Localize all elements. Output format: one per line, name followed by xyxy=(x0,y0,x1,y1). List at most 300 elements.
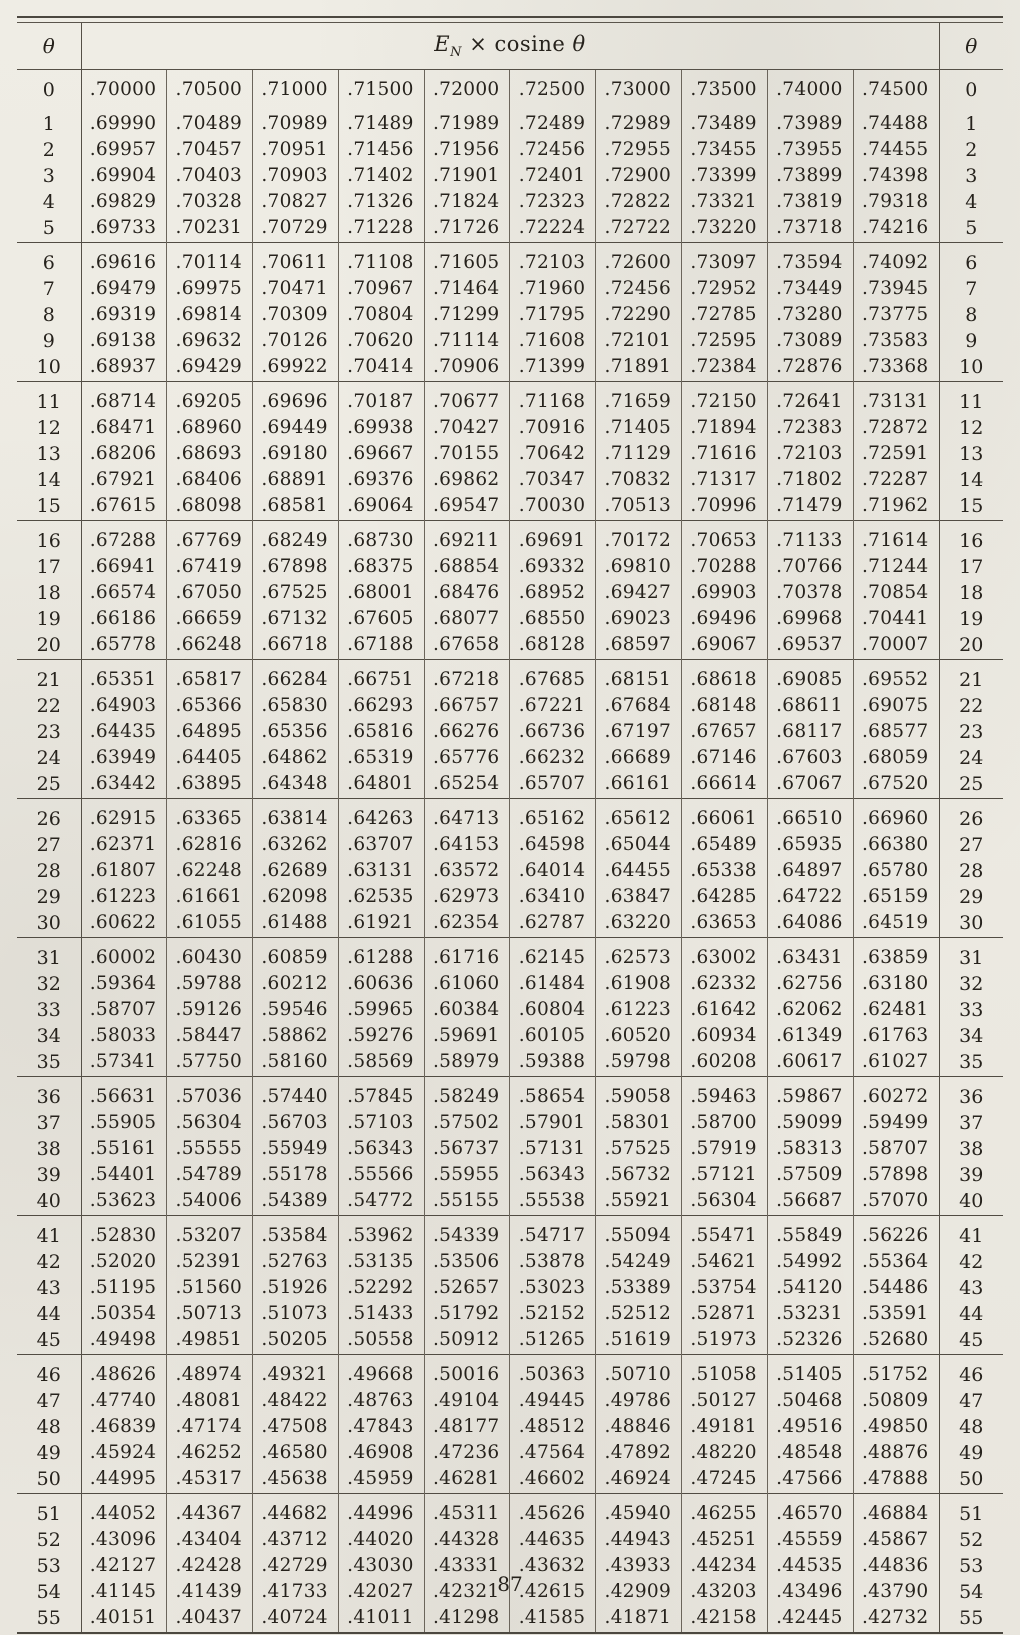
cell-value: .54717 xyxy=(510,1216,596,1250)
cell-value: .68406 xyxy=(167,467,253,493)
cell-value: .72989 xyxy=(596,104,682,137)
cell-value: .42321 xyxy=(424,1579,510,1605)
theta-value-right: 42 xyxy=(939,1249,1003,1275)
table-row xyxy=(17,971,1003,997)
cell-value: .65356 xyxy=(253,719,339,745)
cell-value: .51058 xyxy=(682,1355,768,1389)
cell-value: .73321 xyxy=(682,189,768,215)
row-block xyxy=(17,104,1003,243)
cell-value: .49786 xyxy=(596,1388,682,1414)
cell-value: .60520 xyxy=(596,1023,682,1049)
cell-value: .47566 xyxy=(767,1466,853,1494)
cell-value: .54992 xyxy=(767,1249,853,1275)
cell-value: .71489 xyxy=(338,104,424,137)
table-row xyxy=(17,858,1003,884)
cell-value: .68577 xyxy=(861,721,929,742)
cell-value: .71802 xyxy=(767,467,853,493)
cell-value: .74216 xyxy=(861,217,929,238)
cell-value: .60430 xyxy=(167,938,253,972)
cell-value: .62689 xyxy=(253,858,339,884)
cell-value: .52020 xyxy=(81,1249,167,1275)
cell-value: .73220 xyxy=(682,215,768,243)
cell-value: .69085 xyxy=(767,660,853,694)
cell-value: .73819 xyxy=(767,189,853,215)
table-row xyxy=(17,1440,1003,1466)
theta-value-left: 13 xyxy=(17,441,81,467)
cell-value: .70288 xyxy=(682,554,768,580)
row-block xyxy=(17,382,1003,521)
row-block xyxy=(17,1077,1003,1216)
table-row xyxy=(17,884,1003,910)
theta-value-left: 19 xyxy=(17,606,81,632)
cell-value: .70114 xyxy=(167,243,253,277)
cell-value: .68128 xyxy=(510,632,596,660)
header-row xyxy=(17,23,1003,70)
cell-value: .67288 xyxy=(81,521,167,555)
theta-value-right: 45 xyxy=(939,1327,1003,1355)
cell-value: .62332 xyxy=(682,971,768,997)
cell-value: .70903 xyxy=(253,163,339,189)
cell-value: .71608 xyxy=(510,328,596,354)
theta-value-right: 16 xyxy=(939,521,1003,555)
cell-value: .69180 xyxy=(253,441,339,467)
theta-value-left: 12 xyxy=(17,415,81,441)
cell-value: .43096 xyxy=(81,1527,167,1553)
cell-value: .56703 xyxy=(253,1110,339,1136)
cell-value: .56631 xyxy=(81,1077,167,1111)
row-block xyxy=(17,521,1003,660)
cell-value: .69429 xyxy=(167,354,253,382)
cell-value: .70414 xyxy=(338,354,424,382)
cell-value: .62062 xyxy=(767,997,853,1023)
table-row xyxy=(17,441,1003,467)
cell-value: .72876 xyxy=(767,354,853,382)
cell-value: .63262 xyxy=(253,832,339,858)
cell-value: .73399 xyxy=(682,163,768,189)
cell-value: .73500 xyxy=(682,70,768,105)
cell-value: .72287 xyxy=(861,469,929,490)
cell-value: .45940 xyxy=(596,1494,682,1528)
cell-value: .50558 xyxy=(338,1327,424,1355)
theta-value-right: 52 xyxy=(939,1527,1003,1553)
theta-value-right: 51 xyxy=(939,1494,1003,1528)
cell-value: .48081 xyxy=(167,1388,253,1414)
cell-value: .68077 xyxy=(424,606,510,632)
cell-value: .44635 xyxy=(510,1527,596,1553)
cell-value: .68249 xyxy=(253,521,339,555)
cell-value: .70030 xyxy=(510,493,596,521)
cell-value: .53623 xyxy=(81,1188,167,1216)
cell-value: .64405 xyxy=(167,745,253,771)
cell-value: .73955 xyxy=(767,137,853,163)
cell-value: .63814 xyxy=(253,799,339,833)
cell-value: .44234 xyxy=(682,1553,768,1579)
cell-value: .51073 xyxy=(253,1301,339,1327)
cell-value: .62816 xyxy=(167,832,253,858)
theta-value-right: 8 xyxy=(939,302,1003,328)
cell-value: .65351 xyxy=(81,660,167,694)
cell-value: .73097 xyxy=(682,243,768,277)
cell-value: .69616 xyxy=(81,243,167,277)
cell-value: .48846 xyxy=(596,1414,682,1440)
cell-value: .50710 xyxy=(596,1355,682,1389)
cell-value: .54621 xyxy=(682,1249,768,1275)
cell-value: .73131 xyxy=(861,391,929,412)
cell-value: .45638 xyxy=(253,1466,339,1494)
cell-value: .70906 xyxy=(424,354,510,382)
theta-value-left: 20 xyxy=(17,632,81,660)
cell-value: .58862 xyxy=(253,1023,339,1049)
theta-value-right: 50 xyxy=(939,1466,1003,1494)
cell-value: .64598 xyxy=(510,832,596,858)
title-times-sign: × xyxy=(469,31,488,56)
theta-value-left: 28 xyxy=(17,858,81,884)
cell-value: .45251 xyxy=(682,1527,768,1553)
theta-value-right: 40 xyxy=(939,1188,1003,1216)
table-row xyxy=(17,493,1003,521)
cell-value: .71960 xyxy=(510,276,596,302)
cell-value: .56737 xyxy=(424,1136,510,1162)
cell-value: .64348 xyxy=(253,771,339,799)
cell-value: .43933 xyxy=(596,1553,682,1579)
theta-value-right: 0 xyxy=(939,70,1003,105)
cell-value: .61288 xyxy=(338,938,424,972)
theta-value-right: 6 xyxy=(939,243,1003,277)
row-block xyxy=(17,1494,1003,1634)
table-row xyxy=(17,1049,1003,1077)
cell-value: .72456 xyxy=(510,137,596,163)
table-row xyxy=(17,70,1003,105)
cell-value: .71326 xyxy=(338,189,424,215)
cell-value: .45867 xyxy=(861,1529,929,1550)
cell-value: .42158 xyxy=(682,1605,768,1633)
cell-value: .60934 xyxy=(682,1023,768,1049)
cell-value: .72722 xyxy=(596,215,682,243)
theta-value-right: 1 xyxy=(939,104,1003,137)
cell-value: .47843 xyxy=(338,1414,424,1440)
cell-value: .71299 xyxy=(424,302,510,328)
theta-value-left: 51 xyxy=(17,1494,81,1528)
cell-value: .66232 xyxy=(510,745,596,771)
cell-value: .49851 xyxy=(167,1327,253,1355)
theta-value-right: 10 xyxy=(939,354,1003,382)
cell-value: .72103 xyxy=(510,243,596,277)
cell-value: .63431 xyxy=(767,938,853,972)
cell-value: .72456 xyxy=(596,276,682,302)
cell-value: .44996 xyxy=(338,1494,424,1528)
cell-value: .56304 xyxy=(682,1188,768,1216)
cell-value: .52763 xyxy=(253,1249,339,1275)
theta-value-left: 33 xyxy=(17,997,81,1023)
cell-value: .65817 xyxy=(167,660,253,694)
cell-value: .41145 xyxy=(81,1579,167,1605)
cell-value: .69938 xyxy=(338,415,424,441)
theta-value-left: 48 xyxy=(17,1414,81,1440)
cell-value: .69632 xyxy=(167,328,253,354)
theta-value-left: 23 xyxy=(17,719,81,745)
table-row xyxy=(17,243,1003,277)
cell-value: .61484 xyxy=(510,971,596,997)
cell-value: .71399 xyxy=(510,354,596,382)
cell-value: .41011 xyxy=(338,1605,424,1633)
cell-value: .70378 xyxy=(767,580,853,606)
cell-value: .68550 xyxy=(510,606,596,632)
cell-value: .72955 xyxy=(596,137,682,163)
cell-value: .43331 xyxy=(424,1553,510,1579)
cell-value: .61488 xyxy=(253,910,339,938)
cell-value: .72384 xyxy=(682,354,768,382)
cell-value: .48548 xyxy=(767,1440,853,1466)
cell-value: .62145 xyxy=(510,938,596,972)
cell-value: .68611 xyxy=(767,693,853,719)
cell-value: .57845 xyxy=(338,1077,424,1111)
cell-value: .66736 xyxy=(510,719,596,745)
cell-value: .70611 xyxy=(253,243,339,277)
cell-value: .66186 xyxy=(81,606,167,632)
cell-value: .54486 xyxy=(861,1277,929,1298)
cell-value: .53389 xyxy=(596,1275,682,1301)
cell-value: .66757 xyxy=(424,693,510,719)
cell-value: .48974 xyxy=(167,1355,253,1389)
cell-value: .49181 xyxy=(682,1414,768,1440)
cell-value: .70500 xyxy=(167,70,253,105)
theta-value-right: 7 xyxy=(939,276,1003,302)
cell-value: .52326 xyxy=(767,1327,853,1355)
table-row xyxy=(17,693,1003,719)
cell-value: .65830 xyxy=(253,693,339,719)
table-row xyxy=(17,415,1003,441)
cell-value: .55471 xyxy=(682,1216,768,1250)
cell-value: .67898 xyxy=(253,554,339,580)
cell-value: .70513 xyxy=(596,493,682,521)
cell-value: .69903 xyxy=(682,580,768,606)
cell-value: .73945 xyxy=(861,278,929,299)
cell-value: .74500 xyxy=(861,79,929,100)
cell-value: .67197 xyxy=(596,719,682,745)
cell-value: .42732 xyxy=(861,1607,929,1628)
cell-value: .72591 xyxy=(861,443,929,464)
cell-value: .64285 xyxy=(682,884,768,910)
cell-value: .65162 xyxy=(510,799,596,833)
table-row xyxy=(17,910,1003,938)
cell-value: .62787 xyxy=(510,910,596,938)
cell-value: .72600 xyxy=(596,243,682,277)
cell-value: .67684 xyxy=(596,693,682,719)
title-cosine-word: cosine xyxy=(494,31,566,56)
cell-value: .69862 xyxy=(424,467,510,493)
cell-value: .67067 xyxy=(767,771,853,799)
cell-value: .71894 xyxy=(682,415,768,441)
cell-value: .61661 xyxy=(167,884,253,910)
table-row xyxy=(17,104,1003,137)
cell-value: .42909 xyxy=(596,1579,682,1605)
theta-value-left: 26 xyxy=(17,799,81,833)
theta-value-right: 53 xyxy=(939,1553,1003,1579)
cell-value: .48626 xyxy=(81,1355,167,1389)
theta-value-left: 22 xyxy=(17,693,81,719)
theta-value-right: 19 xyxy=(939,606,1003,632)
cell-value: .40151 xyxy=(81,1605,167,1633)
table-row xyxy=(17,1527,1003,1553)
cell-value: .67658 xyxy=(424,632,510,660)
cell-value: .62098 xyxy=(253,884,339,910)
cell-value: .48876 xyxy=(861,1442,929,1463)
cell-value: .70457 xyxy=(167,137,253,163)
cell-value: .69990 xyxy=(81,104,167,137)
cell-value: .42428 xyxy=(167,1553,253,1579)
cell-value: .70427 xyxy=(424,415,510,441)
row-block xyxy=(17,660,1003,799)
cell-value: .69376 xyxy=(338,467,424,493)
cell-value: .70989 xyxy=(253,104,339,137)
cell-value: .59126 xyxy=(167,997,253,1023)
cell-value: .43712 xyxy=(253,1527,339,1553)
theta-value-left: 2 xyxy=(17,137,81,163)
cell-value: .41298 xyxy=(424,1605,510,1633)
cell-value: .65816 xyxy=(338,719,424,745)
theta-value-right: 24 xyxy=(939,745,1003,771)
table-row xyxy=(17,467,1003,493)
cell-value: .69023 xyxy=(596,606,682,632)
cell-value: .70620 xyxy=(338,328,424,354)
cell-value: .73089 xyxy=(767,328,853,354)
cell-value: .61027 xyxy=(861,1051,929,1072)
table-row xyxy=(17,771,1003,799)
cell-value: .72150 xyxy=(682,382,768,416)
cell-value: .70642 xyxy=(510,441,596,467)
table-row xyxy=(17,799,1003,833)
cell-value: .62973 xyxy=(424,884,510,910)
cell-value: .57502 xyxy=(424,1110,510,1136)
cell-value: .72103 xyxy=(767,441,853,467)
cell-value: .69904 xyxy=(81,163,167,189)
cell-value: .58707 xyxy=(81,997,167,1023)
cell-value: .71616 xyxy=(682,441,768,467)
cell-value: .70172 xyxy=(596,521,682,555)
cell-value: .65707 xyxy=(510,771,596,799)
theta-value-left: 6 xyxy=(17,243,81,277)
theta-value-left: 38 xyxy=(17,1136,81,1162)
cell-value: .59965 xyxy=(338,997,424,1023)
cell-value: .57070 xyxy=(861,1190,929,1211)
cell-value: .72000 xyxy=(424,70,510,105)
cell-value: .53023 xyxy=(510,1275,596,1301)
cell-value: .40437 xyxy=(167,1605,253,1633)
cell-value: .69449 xyxy=(253,415,339,441)
cell-value: .56687 xyxy=(767,1188,853,1216)
theta-value-right: 35 xyxy=(939,1049,1003,1077)
cell-value: .70231 xyxy=(167,215,253,243)
cell-value: .68937 xyxy=(81,354,167,382)
cell-value: .72489 xyxy=(510,104,596,137)
cell-value: .59499 xyxy=(861,1112,929,1133)
cell-value: .72872 xyxy=(861,417,929,438)
cell-value: .70187 xyxy=(338,382,424,416)
theta-value-right: 21 xyxy=(939,660,1003,694)
cell-value: .69810 xyxy=(596,554,682,580)
cell-value: .71108 xyxy=(338,243,424,277)
table-row xyxy=(17,1110,1003,1136)
cell-value: .55905 xyxy=(81,1110,167,1136)
cell-value: .67146 xyxy=(682,745,768,771)
cell-value: .70309 xyxy=(253,302,339,328)
cell-value: .69696 xyxy=(253,382,339,416)
theta-value-right: 47 xyxy=(939,1388,1003,1414)
cell-value: .70951 xyxy=(253,137,339,163)
theta-value-left: 11 xyxy=(17,382,81,416)
cell-value: .72101 xyxy=(596,328,682,354)
theta-value-left: 10 xyxy=(17,354,81,382)
cell-value: .73000 xyxy=(596,70,682,105)
cell-value: .68597 xyxy=(596,632,682,660)
theta-value-right: 29 xyxy=(939,884,1003,910)
cell-value: .59546 xyxy=(253,997,339,1023)
table-row xyxy=(17,137,1003,163)
cell-value: .70804 xyxy=(338,302,424,328)
cell-value: .62915 xyxy=(81,799,167,833)
table-row xyxy=(17,1355,1003,1389)
cell-value: .45559 xyxy=(767,1527,853,1553)
table-row xyxy=(17,521,1003,555)
table-row xyxy=(17,1023,1003,1049)
cell-value: .64713 xyxy=(424,799,510,833)
cell-value: .72401 xyxy=(510,163,596,189)
cell-value: .50127 xyxy=(682,1388,768,1414)
cell-value: .44020 xyxy=(338,1527,424,1553)
theta-value-left: 14 xyxy=(17,467,81,493)
cell-value: .69319 xyxy=(81,302,167,328)
cell-value: .65366 xyxy=(167,693,253,719)
cell-value: .46281 xyxy=(424,1466,510,1494)
cell-value: .66061 xyxy=(682,799,768,833)
theta-value-left: 45 xyxy=(17,1327,81,1355)
cell-value: .69957 xyxy=(81,137,167,163)
cell-value: .47508 xyxy=(253,1414,339,1440)
cell-value: .69496 xyxy=(682,606,768,632)
cell-value: .59691 xyxy=(424,1023,510,1049)
cell-value: .65319 xyxy=(338,745,424,771)
cell-value: .69691 xyxy=(510,521,596,555)
cell-value: .67221 xyxy=(510,693,596,719)
cell-value: .64435 xyxy=(81,719,167,745)
cell-value: .67050 xyxy=(167,580,253,606)
cell-value: .42445 xyxy=(767,1605,853,1633)
cell-value: .63653 xyxy=(682,910,768,938)
theta-value-right: 2 xyxy=(939,137,1003,163)
cell-value: .48220 xyxy=(682,1440,768,1466)
cell-value: .70766 xyxy=(767,554,853,580)
theta-value-left: 44 xyxy=(17,1301,81,1327)
theta-value-left: 29 xyxy=(17,884,81,910)
theta-value-left: 30 xyxy=(17,910,81,938)
cell-value: .65778 xyxy=(81,632,167,660)
cell-value: .64862 xyxy=(253,745,339,771)
cell-value: .59276 xyxy=(338,1023,424,1049)
cell-value: .72383 xyxy=(767,415,853,441)
theta-value-left: 42 xyxy=(17,1249,81,1275)
cell-value: .61908 xyxy=(596,971,682,997)
cell-value: .59788 xyxy=(167,971,253,997)
theta-value-left: 35 xyxy=(17,1049,81,1077)
cell-value: .69332 xyxy=(510,554,596,580)
cell-value: .66161 xyxy=(596,771,682,799)
cell-value: .69733 xyxy=(81,215,167,243)
table-row xyxy=(17,1216,1003,1250)
cell-value: .46570 xyxy=(767,1494,853,1528)
table-row xyxy=(17,745,1003,771)
cell-value: .69922 xyxy=(253,354,339,382)
cell-value: .68148 xyxy=(682,693,768,719)
